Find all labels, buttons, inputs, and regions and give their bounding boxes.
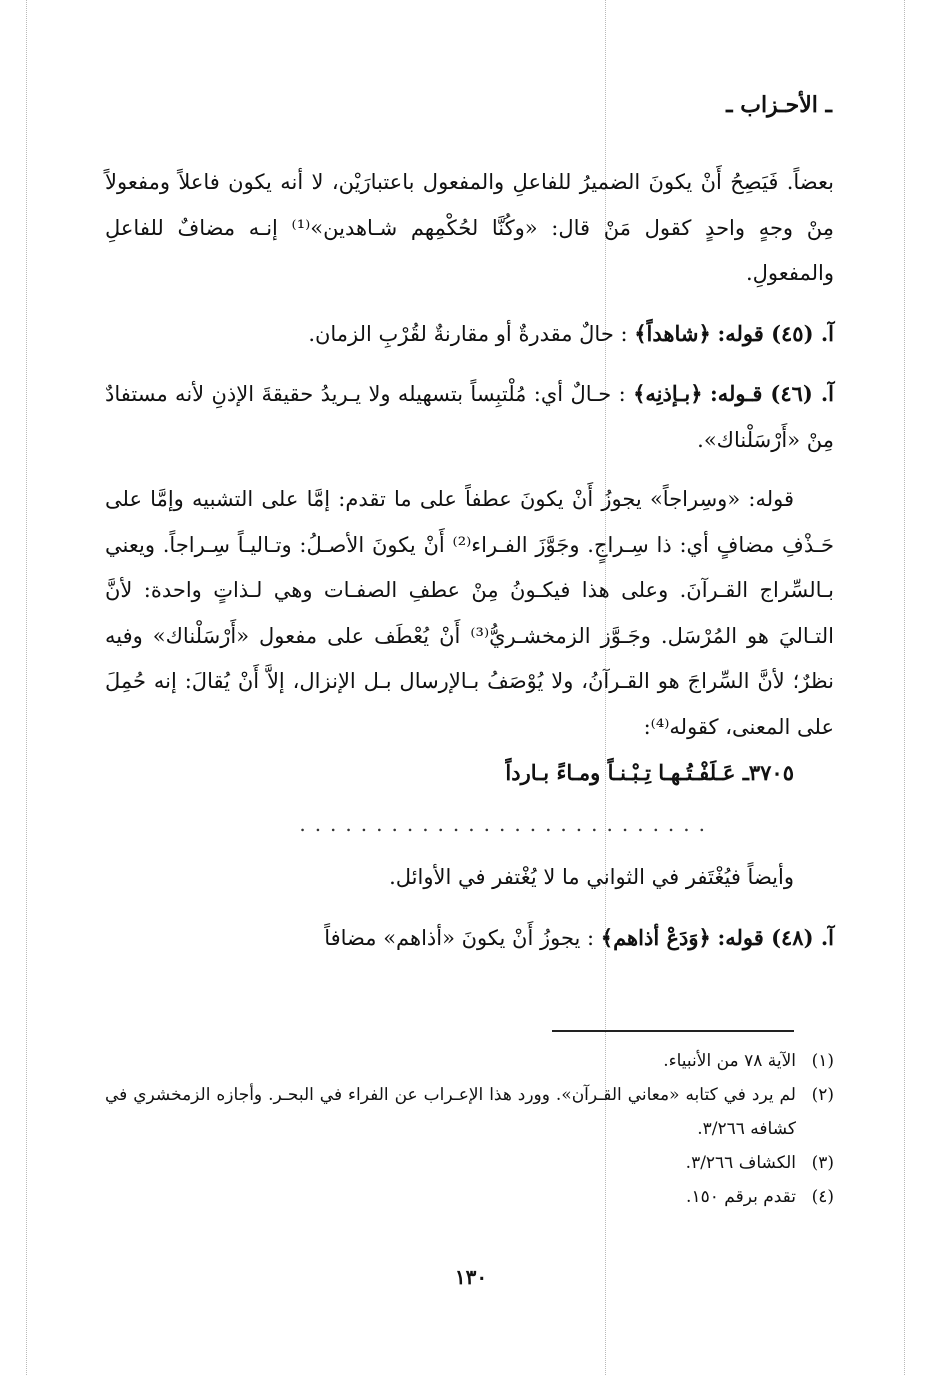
main-text — [105, 160, 834, 961]
verse-48-text: : يجوزُ أَنْ يكونَ «أذاهم» مضافاً — [324, 925, 595, 950]
verse-45-ref: آ. (٤٥) قوله: — [717, 320, 834, 346]
verse-48-comment — [105, 915, 834, 962]
verse-46-word: ﴿بـإذنِه﴾ — [633, 381, 703, 406]
dotted-separator: ........................... — [299, 811, 714, 836]
verse-46-ref: آ. (٤٦) قـوله: — [709, 381, 834, 406]
page-number: ١٣٠ — [454, 1265, 488, 1289]
verse-45-text: : حالٌ مقدرةٌ أو مقارنةٌ لقُرْبِ الزمان. — [308, 321, 628, 346]
verse-46-text: : حـالٌ أي: مُلْتبِساً بتسهيله ولا يـريدُ حقيقةَ الإذنِ لأنه مستفادٌ مِنْ «أَرْسَلْناك». — [105, 382, 834, 452]
paragraph-siraj: قوله: «وسِراجاً» يجوزُ أَنْ يكونَ عطفاً على ما تقدم: إمَّا على التشبيه وإمَّا على حَـذْفِ مضافٍ أي: ذا سِـراجٍ. وجَوَّزَ الفـراء⁽²⁾ أَنْ يكونَ الأصـلُ: وتـاليـاً سِـراجاً. ويعني بـالسِّراج القـرآنَ. وعلى هذا فيكـونُ مِنْ عطفِ الصفـات وهي لـذاتٍ واحدة: لأنَّ التـاليَ هو المُرْسَل. وجَـوَّز الزمخشـريُّ⁽³⁾ أَنْ يُعْطَف على مفعول «أَرْسَلْناك» وفيه نظرٌ؛ لأنَّ السِّراجَ هو القـرآنُ، ولا يُوْصَفُ بـالإرسال بـل الإنزال، إلاَّ أَنْ يُقالَ: إنه حُمِلَ على المعنى، كقوله⁽⁴⁾: — [105, 487, 834, 739]
scan-edge-right — [904, 0, 905, 1375]
footnote-number: (١) — [811, 1051, 834, 1071]
footnote-text: لم يرد في كتابه «معاني القـرآن». وورد هذا الإعـراب عن الفراء في البحـر. وأجازه الزمخشري في كشافه ٣/٢٦٦. — [105, 1085, 796, 1139]
footnotes — [105, 1044, 834, 1214]
footnote-text: الكشاف ٣/٢٦٦. — [685, 1153, 796, 1173]
paragraph-intro: بعضاً. فَيَصِحُ أَنْ يكونَ الضميرُ للفاعلِ والمفعول باعتبارَيْن، لا أنه يكون فاعلاً ومفعولاً مِنْ وجهٍ واحدٍ كقول مَنْ قال: «وكُنَّا لحُكْمِهم شـاهدين»⁽¹⁾ إنـه مضافٌ للفاعلِ والمفعولِ. — [105, 170, 834, 285]
paragraph-awail: وأيضاً فيُغْتَفر في الثواني ما لا يُغْتفر في الأوائل. — [389, 865, 794, 889]
footnote-number: (٣) — [811, 1153, 834, 1173]
scan-edge-left — [26, 0, 27, 1375]
verse-45-comment — [105, 311, 834, 358]
verse-48-word: ﴿وَدَعْ أذاهم﴾ — [600, 924, 711, 950]
footnote-number: (٤) — [811, 1187, 834, 1207]
poem-line: ٣٧٠٥ـ عَـلَفْـتُـهـا تِـبْـنـاً ومـاءً بـارداً — [505, 760, 794, 785]
verse-48-ref: آ. (٤٨) قوله: — [717, 924, 834, 950]
footnote-text: تقدم برقم ١٥٠. — [686, 1187, 796, 1207]
footnote-2 — [105, 1078, 834, 1146]
footnote-text: الآية ٧٨ من الأنبياء. — [663, 1051, 796, 1071]
footnote-number: (٢) — [811, 1085, 834, 1105]
running-header: ـ الأحـزاب ـ — [726, 92, 832, 118]
footnote-3 — [105, 1146, 834, 1180]
footnote-separator — [552, 1030, 794, 1032]
footnote-4 — [105, 1180, 834, 1214]
verse-45-word: ﴿شاهداً﴾ — [634, 320, 711, 346]
verse-46-comment — [105, 371, 834, 463]
footnote-1 — [105, 1044, 834, 1078]
